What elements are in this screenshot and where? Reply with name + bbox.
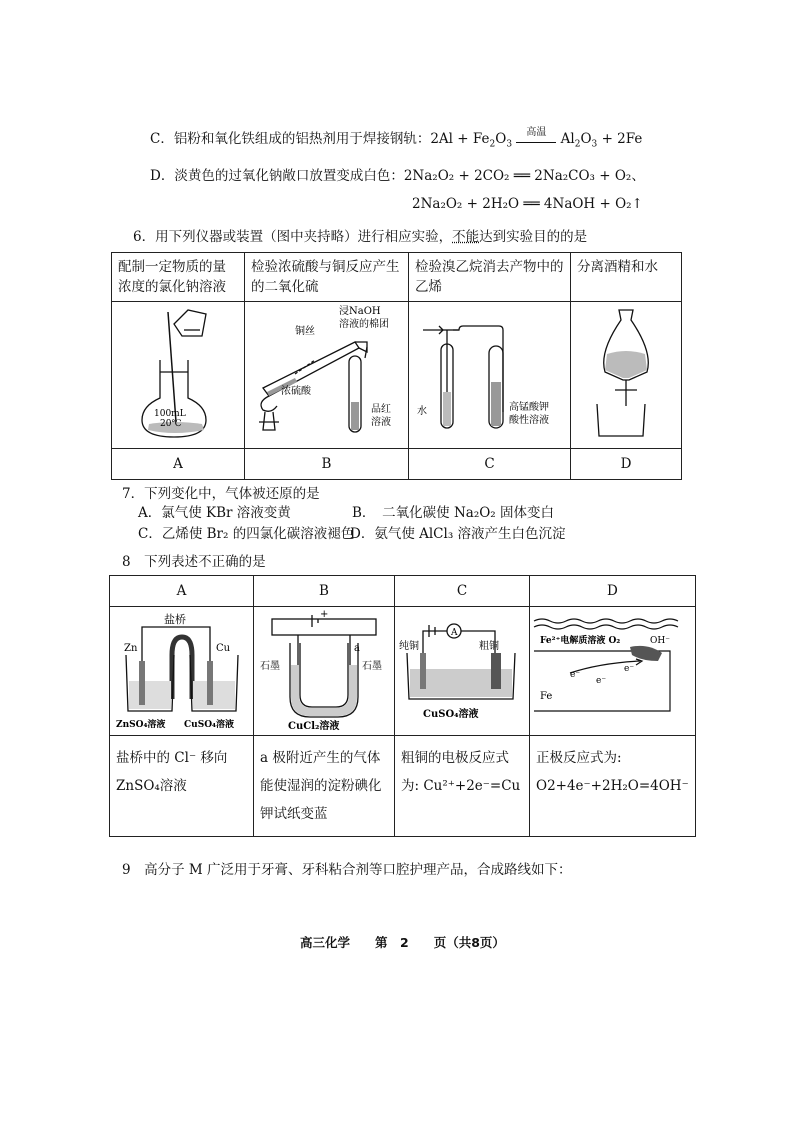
q6-stem-a: 6．用下列仪器或装置（图中夹持略）进行相应实验， (133, 229, 453, 245)
q5-option-c-eq-right: Al (560, 131, 575, 147)
q6-header-c-text: 检验溴乙烷消去产物中的乙烯 (415, 259, 564, 295)
q6-header-b (245, 253, 409, 302)
q5-option-d (150, 164, 645, 184)
ethylene-test-figure (409, 302, 570, 444)
q6-label-b: B (245, 449, 409, 480)
q6-figure-c (409, 302, 571, 449)
q8-label-d: D (530, 576, 696, 607)
q6-header-c (409, 253, 571, 302)
q6-header-b-text: 检验浓硫酸与铜反应产生的二氧化硫 (251, 259, 400, 295)
q8-figure-a (110, 607, 254, 736)
q5-option-d-eq2: 2Na₂O₂ + 2H₂O ══ 4NaOH + O₂↑ (412, 196, 643, 212)
cuso4-solution-label: CuSO₄溶液 (423, 709, 479, 720)
q8-label-a: A (110, 576, 254, 607)
kmno4-label-2: 酸性溶液 (509, 415, 549, 426)
q6-header-a-text: 配制一定物质的量浓度的氯化钠溶液 (118, 259, 226, 295)
cuso4-label: CuSO₄溶液 (184, 720, 234, 730)
znso4-label: ZnSO₄溶液 (116, 720, 166, 730)
electron-label-1: e⁻ (570, 670, 581, 680)
volumetric-flask-figure (112, 302, 244, 444)
q7-option-a: A．氯气使 KBr 溶液变黄 (138, 505, 291, 521)
hydroxide-label: OH⁻ (650, 636, 670, 646)
q8-desc-a (110, 736, 254, 837)
q6-label-a: A (112, 449, 245, 480)
q6-stem-emph: 不能 (452, 229, 480, 245)
q8-table (109, 575, 696, 837)
naoh-label-2: 溶液的棉团 (339, 319, 389, 330)
q6-table (111, 252, 682, 480)
ammeter-label: A (451, 628, 458, 638)
flask-temp-label: 20℃ (160, 419, 182, 429)
q8-desc-d (530, 736, 696, 837)
q6-label-d: D (571, 449, 682, 480)
q6-header-a (112, 253, 245, 302)
salt-bridge-label: 盐桥 (164, 613, 186, 626)
q8-desc-d-text: 正极反应式为: O2+4e⁻+2H₂O=4OH⁻ (536, 750, 689, 794)
iron-label: Fe (540, 691, 553, 702)
naoh-label-1: 浸NaOH (339, 306, 381, 317)
q8-figure-b (254, 607, 395, 736)
q5-option-c-text: C．铝粉和氧化铁组成的铝热剂用于焊接钢轨： (150, 131, 431, 147)
q5-option-c: C．铝粉和氧化铁组成的铝热剂用于焊接钢轨：$2Al + Fe_2O_3$ 高温 $Al_2O_3 + 2Fe$ (150, 127, 642, 147)
magenta-label-1: 品红 (371, 404, 391, 415)
q8-figure-d (530, 607, 696, 736)
q7-stem: 7．下列变化中，气体被还原的是 (122, 486, 320, 502)
copper-label: Cu (216, 643, 231, 654)
page-footer: 高三化学 第 2 页（共8页） (300, 935, 505, 950)
salt-bridge-cell-figure (110, 607, 253, 731)
iron-corrosion-figure (530, 607, 680, 731)
q5-condition: 高温 (526, 127, 547, 138)
q7-option-d: D．氨气使 AlCl₃ 溶液产生白色沉淀 (350, 526, 566, 542)
cucl2-label: CuCl₂溶液 (288, 721, 340, 731)
kmno4-label-1: 高锰酸钾 (509, 402, 549, 413)
electron-label-3: e⁻ (624, 664, 635, 674)
q8-desc-b-text: a 极附近产生的气体能使湿润的淀粉碘化钾试纸变蓝 (260, 750, 382, 822)
q9-stem: 9 高分子 M 广泛用于牙膏、牙科粘合剂等口腔护理产品，合成路线如下： (122, 862, 572, 878)
copper-sulfuric-acid-figure (245, 302, 408, 444)
q6-header-d (571, 253, 682, 302)
crude-copper-label: 粗铜 (479, 641, 499, 652)
magenta-label-2: 溶液 (371, 417, 391, 428)
q8-desc-b (254, 736, 395, 837)
q6-figure-d (571, 302, 682, 449)
conc-acid-label: 浓硫酸 (281, 386, 311, 397)
q6-stem (133, 225, 587, 245)
q8-label-b: B (254, 576, 395, 607)
q5-option-d-eq1: 2Na₂O₂ + 2CO₂ ══ 2Na₂CO₃ + O₂、 (403, 168, 645, 184)
q8-label-c: C (395, 576, 530, 607)
pure-copper-label: 纯铜 (399, 641, 419, 652)
graphite-left-label: 石墨 (260, 661, 280, 672)
electron-label-2: e⁻ (596, 676, 607, 686)
q8-figure-c (395, 607, 530, 736)
zinc-label: Zn (124, 643, 138, 654)
copper-wire-label: 铜丝 (295, 326, 315, 337)
q8-desc-c (395, 736, 530, 837)
u-tube-electrolysis-figure (254, 607, 394, 731)
q6-stem-c: 达到实验目的的是 (479, 229, 588, 245)
q8-desc-a-text: 盐桥中的 Cl⁻ 移向 ZnSO₄溶液 (116, 750, 228, 794)
water-label: 水 (417, 406, 427, 417)
electrode-a-label: a (354, 643, 360, 654)
q6-figure-a (112, 302, 245, 449)
q7-option-b: B． 二氧化碳使 Na₂O₂ 固体变白 (352, 505, 555, 521)
q6-header-d-text: 分离酒精和水 (577, 259, 658, 275)
separatory-funnel-figure (571, 302, 681, 444)
q5-option-d-text: D．淡黄色的过氧化钠敞口放置变成白色： (150, 168, 404, 184)
electrolyte-label: Fe²⁺电解质溶液 O₂ (540, 636, 621, 646)
graphite-right-label: 石墨 (362, 661, 382, 672)
q8-desc-c-text: 粗铜的电极反应式为: Cu²⁺+2e⁻=Cu (401, 750, 521, 794)
q5-arrow (516, 127, 556, 143)
q6-label-c: C (409, 449, 571, 480)
q5-option-d-eq2-line (412, 196, 643, 212)
copper-refining-figure (395, 607, 529, 731)
q8-stem: 8 下列表述不正确的是 (122, 554, 266, 570)
q7-option-c: C．乙烯使 Br₂ 的四氯化碳溶液褪色 (138, 526, 355, 542)
q6-figure-b (245, 302, 409, 449)
q5-option-c-eq-left: 2Al + Fe (430, 131, 490, 147)
flask-volume-label: 100mL (154, 409, 186, 419)
plus-sign: + (320, 609, 329, 620)
